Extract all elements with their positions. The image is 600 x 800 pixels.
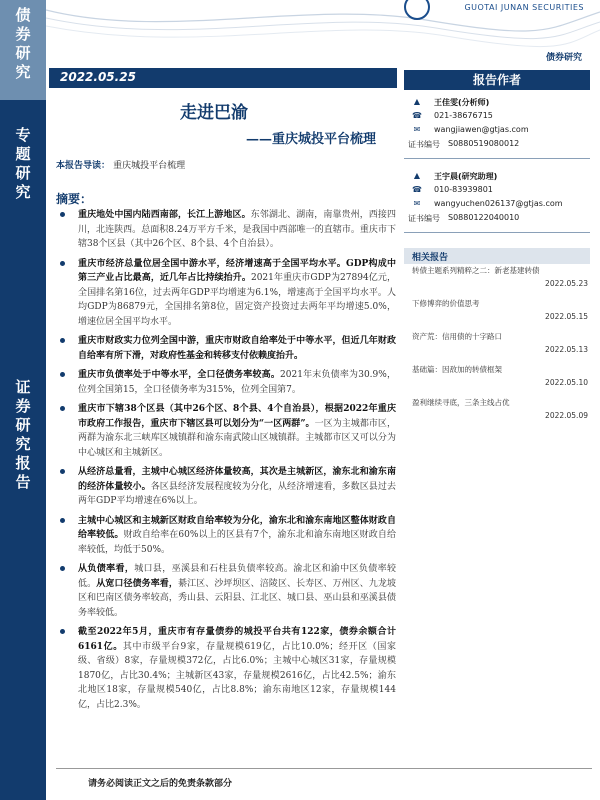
guide-label: 本报告导读： <box>56 161 111 171</box>
email-icon: ✉ <box>413 199 421 208</box>
list-item: 重庆地处中国内陆西南部，长江上游地区。东邻湖北、湖南，南靠贵州，西接四川，北连陕西。总面积8.24万平方千米，是我国中西部唯一的直辖市。重庆市下辖38个区县（其中26个区、8个县、4个自治县）。 <box>56 208 396 252</box>
list-item: 从负债率看，城口县，巫溪县和石柱县负债率较高。渝北区和渝中区负债率较低。从宽口径债务率看，綦江区、沙坪坝区、涪陵区、长寿区、万州区、九龙坡区和巴南区债务率较高，秀山县、云阳县、江北区、城口县、巫山县和巫溪县债务率较低。 <box>56 562 396 620</box>
summary-list <box>56 208 396 717</box>
related-report-list <box>412 265 590 430</box>
author-phone: 010-83939801 <box>434 185 493 194</box>
company-logo-text: GUOTAI JUNAN SECURITIES <box>464 3 584 12</box>
phone-icon: ☎ <box>412 185 422 194</box>
summary-label: 摘要： <box>56 192 93 206</box>
author-email[interactable]: wangjiawen@gtjas.com <box>434 125 529 134</box>
cert-label: 证书编号 <box>408 214 440 223</box>
cert-label: 证书编号 <box>408 140 440 149</box>
related-report-item[interactable]: 转债主题系列精粹之二：新老基建转债 2022.05.23 <box>412 266 588 288</box>
list-item: 主城中心城区和主城新区财政自给率较为分化，渝东北和渝东南地区整体财政自给率较低。财政自给率在60%以上的区县有7个，渝东北和渝东南地区财政自给率较低，均低于50%。 <box>56 514 396 558</box>
author-divider <box>404 232 590 233</box>
author-cert: S0880122040010 <box>448 213 520 222</box>
report-title: 走进巴渝 <box>180 103 248 123</box>
author-cert: S0880519080012 <box>448 139 520 148</box>
author-card-2 <box>404 170 594 226</box>
list-item: 重庆市经济总量位居全国中游水平，经济增速高于全国平均水平。GDP构成中第三产业占比最高，近几年占比持续抬升。2021年重庆市GDP为27894亿元，全国排名第16位，过去两年GDP平均增速为6.1%，增速高于全国平均水平。人均GDP为86879元，全国排名第8位，固定资产投资过去两年平均增速5.0%，增速位居全国平均水平。 <box>56 257 396 330</box>
related-report-item[interactable]: 盈利继续寻底，三条主线占优 2022.05.09 <box>412 398 588 420</box>
list-item: 重庆市负债率处于中等水平，全口径债务率较高。2021年末负债率为30.9%，位列全国第15，全口径债务率为315%，位列全国第7。 <box>56 368 396 397</box>
related-report-item[interactable]: 资产荒：信用债的十字路口 2022.05.13 <box>412 332 588 354</box>
email-icon: ✉ <box>413 125 421 134</box>
report-subtitle: ——重庆城投平台梳理 <box>246 132 377 147</box>
author-email[interactable]: wangyuchen026137@gtjas.com <box>434 199 563 208</box>
report-guide <box>56 158 185 171</box>
left-sidebar <box>0 0 46 800</box>
sidebar-label-special-research: 专 题 研 究 <box>15 126 31 201</box>
list-item: 从经济总量看，主城中心城区经济体量较高，其次是主城新区，渝东北和渝东南的经济体量较小。各区县经济发展程度较为分化，从经济增速看，多数区县过去两年GDP平均增速在6%以上。 <box>56 465 396 509</box>
guide-value: 重庆城投平台梳理 <box>113 161 186 171</box>
author-phone: 021-38676715 <box>434 111 493 120</box>
sidebar-label-bond-research: 债 券 研 究 <box>15 6 31 81</box>
author-card-1 <box>404 96 594 152</box>
author-name: 王宇晨(研究助理) <box>434 172 498 181</box>
author-name: 王佳雯(分析师) <box>434 98 490 107</box>
report-category: 债券研究 <box>545 53 582 63</box>
sidebar-label-securities-report: 证 券 研 究 报 告 <box>15 378 31 491</box>
person-icon: ▲ <box>413 97 421 106</box>
list-item: 重庆市下辖38个区县（其中26个区、8个县、4个自治县），根据2022年重庆市政府工作报告，重庆市下辖区县可以划分为“一区两群”。一区为主城都市区，两群为渝东北三峡库区城镇群和渝东南武陵山区城镇群。主城都市区又可以分为中心城区和主城新区。 <box>56 402 396 460</box>
related-report-item[interactable]: 下修博弈的价值思考 2022.05.15 <box>412 299 588 321</box>
related-title: 相关报告 <box>412 253 449 263</box>
footer-divider <box>56 768 592 769</box>
list-item: 截至2022年5月，重庆市有存量债券的城投平台共有122家，债券余额合计6161亿。其中市级平台9家，存量规模619亿，占比10.0%；经开区（国家级、省级）8家，存量规模372亿，占比6.0%；主城中心城区31家，存量规模1870亿，占比30.4%；主城新区43家，存量规模2616亿，占比42.5%；渝东北地区18家，存量规模540亿，占比8.8%；渝东南地区12家，存量规模144亿，占比2.3%。 <box>56 625 396 712</box>
related-report-item[interactable]: 基础篇：因敌加的转债框架 2022.05.10 <box>412 365 588 387</box>
list-item: 重庆市财政实力位列全国中游，重庆市财政自给率处于中等水平，但近几年财政自给率有所下滑，对政府性基金和转移支付依赖度抬升。 <box>56 334 396 363</box>
phone-icon: ☎ <box>412 111 422 120</box>
author-divider <box>404 158 590 159</box>
authors-title: 报告作者 <box>472 73 521 87</box>
report-date: 2022.05.25 <box>60 70 136 84</box>
footer-disclaimer: 请务必阅读正文之后的免责条款部分 <box>88 779 233 789</box>
person-icon: ▲ <box>413 171 421 180</box>
